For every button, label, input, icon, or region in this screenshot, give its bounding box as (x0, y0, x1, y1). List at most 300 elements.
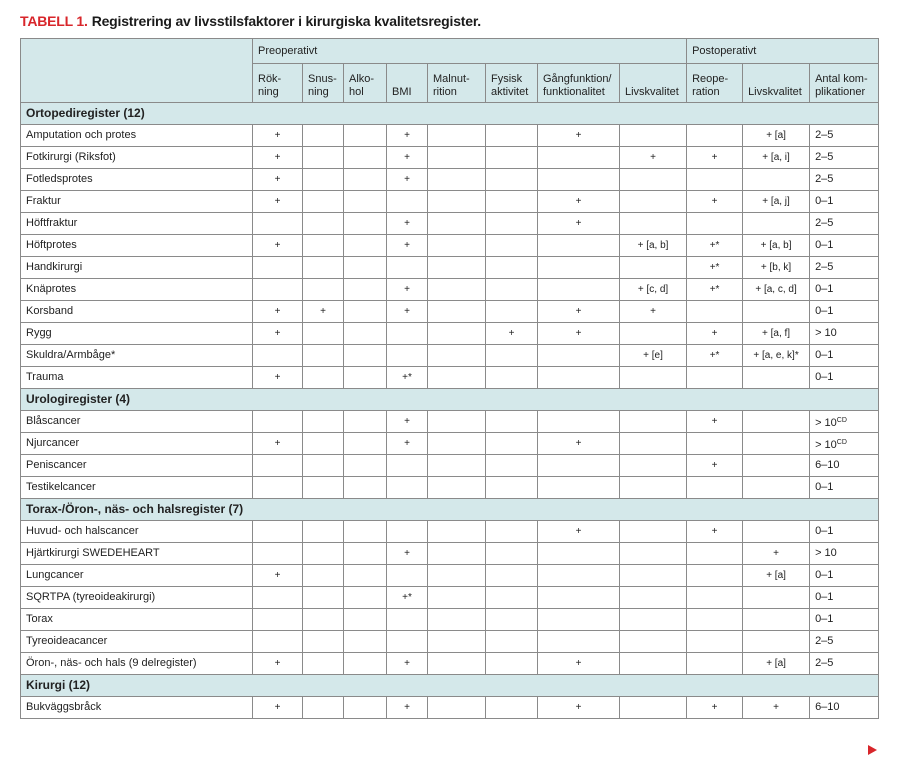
column-header (387, 64, 428, 103)
cell-value: + (274, 196, 281, 207)
factor-cell (344, 169, 387, 191)
factor-cell (303, 543, 344, 565)
factor-cell (620, 433, 687, 455)
table-row (21, 213, 879, 235)
cell-value: + (320, 306, 326, 317)
factor-cell (687, 125, 743, 147)
factor-cell (428, 169, 486, 191)
column-header-line2: Livskvalitet (625, 86, 679, 98)
cell-value: + (508, 328, 515, 339)
column-header (743, 64, 810, 103)
factor-cell (428, 653, 486, 675)
cell-value: +* (402, 592, 412, 603)
factor-cell (387, 587, 428, 609)
complications-cell (810, 587, 879, 609)
column-header-line1: Rök- (258, 73, 282, 85)
factor-cell (620, 235, 687, 257)
complications-cell (810, 191, 879, 213)
column-header-line1: Malnut- (433, 73, 470, 85)
cell-value: + [a] (766, 658, 786, 669)
cell-value: 0–1 (815, 613, 834, 625)
factor-cell (486, 323, 538, 345)
factor-cell (387, 125, 428, 147)
factor-cell (387, 301, 428, 323)
factor-cell (538, 147, 620, 169)
cell-value: + (404, 702, 410, 713)
factor-cell (687, 653, 743, 675)
factor-cell (620, 191, 687, 213)
factor-cell (428, 191, 486, 213)
table-row (21, 169, 879, 191)
factor-cell (253, 147, 303, 169)
cell-value: 2–5 (815, 151, 834, 163)
cell-value: 6–10 (815, 459, 840, 471)
factor-cell (538, 477, 620, 499)
cell-superscript: CD (836, 438, 847, 446)
table-row (21, 279, 879, 301)
complications-cell (810, 367, 879, 389)
factor-cell (486, 125, 538, 147)
cell-value: + (711, 152, 718, 163)
factor-cell (428, 433, 486, 455)
column-header-line2: Livskvalitet (748, 86, 802, 98)
factor-cell (538, 455, 620, 477)
register-name: Handkirurgi (21, 257, 253, 279)
cell-value: + (274, 658, 281, 669)
column-header-line1 (625, 73, 681, 86)
register-name: Huvud- och halscancer (21, 521, 253, 543)
factor-cell (253, 169, 303, 191)
factor-cell (428, 565, 486, 587)
factor-cell (687, 257, 743, 279)
factor-cell (538, 235, 620, 257)
column-header-line1: Reope- (692, 73, 729, 85)
factor-cell (253, 301, 303, 323)
cell-value: + (274, 438, 281, 449)
factor-cell (687, 697, 743, 719)
cell-value: + (274, 174, 281, 185)
factor-cell (486, 235, 538, 257)
factor-cell (743, 697, 810, 719)
factor-cell (538, 213, 620, 235)
cell-value: + (274, 570, 281, 581)
factor-cell (486, 609, 538, 631)
column-header-line1: Fysisk (491, 73, 523, 85)
factor-cell (428, 213, 486, 235)
factor-cell (687, 521, 743, 543)
complications-cell (810, 653, 879, 675)
register-name: SQRTPA (tyreoideakirurgi) (21, 587, 253, 609)
factor-cell (428, 609, 486, 631)
factor-cell (743, 433, 810, 455)
factor-cell (428, 477, 486, 499)
factor-cell (303, 367, 344, 389)
group-title: Kirurgi (12) (21, 675, 879, 697)
factor-cell (428, 543, 486, 565)
factor-cell (303, 609, 344, 631)
factor-cell (538, 323, 620, 345)
register-name: Höftprotes (21, 235, 253, 257)
factor-cell (743, 323, 810, 345)
factor-cell (253, 521, 303, 543)
factor-cell (486, 257, 538, 279)
factor-cell (687, 345, 743, 367)
cell-value: + [a] (766, 130, 786, 141)
factor-cell (620, 565, 687, 587)
factor-cell (253, 543, 303, 565)
cell-value: + [a, b] (760, 240, 792, 251)
cell-value: + (575, 438, 582, 449)
table-row (21, 147, 879, 169)
factor-cell (387, 279, 428, 301)
cell-value: 0–1 (815, 283, 834, 295)
factor-cell (253, 565, 303, 587)
factor-cell (486, 565, 538, 587)
factor-cell (344, 455, 387, 477)
factor-cell (253, 323, 303, 345)
cell-value: + [b, k] (760, 262, 792, 273)
cell-value: 0–1 (815, 569, 834, 581)
factor-cell (303, 521, 344, 543)
factor-cell (743, 609, 810, 631)
factor-cell (303, 565, 344, 587)
factor-cell (303, 653, 344, 675)
cell-value: + (711, 526, 718, 537)
register-name: Peniscancer (21, 455, 253, 477)
table-row (21, 411, 879, 433)
factor-cell (620, 301, 687, 323)
register-name: Hjärtkirurgi SWEDEHEART (21, 543, 253, 565)
column-header-line1 (748, 73, 804, 86)
cell-value: + (575, 526, 582, 537)
factor-cell (687, 169, 743, 191)
factor-cell (253, 411, 303, 433)
factor-cell (387, 697, 428, 719)
factor-cell (687, 587, 743, 609)
cell-value: + (404, 240, 410, 251)
column-header-line2: BMI (392, 86, 412, 98)
cell-value: + (274, 328, 281, 339)
factor-cell (387, 543, 428, 565)
factor-cell (687, 323, 743, 345)
factor-cell (486, 169, 538, 191)
cell-value: + (274, 372, 281, 383)
factor-cell (253, 477, 303, 499)
factor-cell (344, 235, 387, 257)
factor-cell (620, 697, 687, 719)
cell-value: + (575, 306, 582, 317)
factor-cell (387, 455, 428, 477)
cell-value: +* (402, 372, 412, 383)
cell-value: + [c, d] (637, 284, 669, 295)
register-name: Fotledsprotes (21, 169, 253, 191)
column-header-line2: hol (349, 86, 364, 98)
factor-cell (303, 301, 344, 323)
column-header-line2: funktionalitet (543, 86, 605, 98)
column-header (538, 64, 620, 103)
factor-cell (344, 433, 387, 455)
factor-cell (387, 653, 428, 675)
factor-cell (538, 411, 620, 433)
factor-cell (253, 653, 303, 675)
factor-cell (538, 191, 620, 213)
factor-cell (687, 631, 743, 653)
factor-cell (344, 279, 387, 301)
table-row (21, 653, 879, 675)
factor-cell (486, 345, 538, 367)
factor-cell (486, 411, 538, 433)
factor-cell (486, 477, 538, 499)
register-name: Amputation och protes (21, 125, 253, 147)
register-name: Fraktur (21, 191, 253, 213)
factor-cell (538, 433, 620, 455)
factor-cell (743, 367, 810, 389)
factor-cell (303, 147, 344, 169)
factor-cell (303, 323, 344, 345)
cell-value: 2–5 (815, 635, 834, 647)
column-header-line2: ning (258, 86, 279, 98)
factor-cell (538, 543, 620, 565)
register-name: Tyreoideacancer (21, 631, 253, 653)
factor-cell (428, 697, 486, 719)
factor-cell (387, 345, 428, 367)
factor-cell (344, 477, 387, 499)
factor-cell (538, 587, 620, 609)
factor-cell (253, 587, 303, 609)
register-name: Lungcancer (21, 565, 253, 587)
register-name: Blåscancer (21, 411, 253, 433)
cell-value: + (773, 702, 779, 713)
column-header-line1: Antal kom- (815, 73, 868, 85)
register-name: Skuldra/Armbåge* (21, 345, 253, 367)
factor-cell (344, 587, 387, 609)
factor-cell (253, 279, 303, 301)
factor-cell (344, 125, 387, 147)
complications-cell (810, 169, 879, 191)
cell-value: 0–1 (815, 349, 834, 361)
factor-cell (428, 323, 486, 345)
cell-value: +* (709, 262, 720, 273)
column-header-line2: rition (433, 86, 457, 98)
factor-cell (344, 345, 387, 367)
factor-cell (428, 455, 486, 477)
factor-cell (687, 433, 743, 455)
factor-cell (486, 653, 538, 675)
cell-value: + (575, 196, 582, 207)
factor-cell (687, 279, 743, 301)
factor-cell (303, 345, 344, 367)
factor-cell (344, 323, 387, 345)
cell-value: + [a] (766, 570, 786, 581)
header-postoperative: Postoperativt (687, 39, 879, 64)
complications-cell (810, 279, 879, 301)
factor-cell (344, 653, 387, 675)
table-row (21, 367, 879, 389)
factor-cell (387, 257, 428, 279)
factor-cell (303, 477, 344, 499)
cell-value: + (404, 306, 410, 317)
group-title: Torax-/Öron-, näs- och halsregister (7) (21, 499, 879, 521)
complications-cell (810, 345, 879, 367)
table-row (21, 125, 879, 147)
cell-value: + (575, 702, 582, 713)
column-header-line1: Gångfunktion/ (543, 73, 612, 85)
factor-cell (344, 609, 387, 631)
factor-cell (428, 301, 486, 323)
factor-cell (253, 433, 303, 455)
factor-cell (743, 411, 810, 433)
play-arrow-icon[interactable] (868, 745, 877, 755)
factor-cell (303, 191, 344, 213)
cell-value: + (575, 328, 582, 339)
cell-value: + (274, 240, 281, 251)
factor-cell (344, 367, 387, 389)
table-row (21, 543, 879, 565)
factor-cell (303, 411, 344, 433)
factor-cell (387, 191, 428, 213)
factor-cell (743, 169, 810, 191)
cell-value: + (711, 702, 718, 713)
factor-cell (486, 455, 538, 477)
cell-value: + (711, 196, 718, 207)
cell-value: > 10 (815, 327, 837, 339)
factor-cell (486, 631, 538, 653)
factor-cell (486, 587, 538, 609)
factor-cell (687, 477, 743, 499)
cell-value: 6–10 (815, 701, 840, 713)
table-row (21, 235, 879, 257)
register-name: Korsband (21, 301, 253, 323)
factor-cell (387, 565, 428, 587)
factor-cell (428, 235, 486, 257)
cell-value: + [a, f] (762, 328, 791, 339)
factor-cell (620, 213, 687, 235)
register-name: Trauma (21, 367, 253, 389)
table-row (21, 345, 879, 367)
factor-cell (344, 521, 387, 543)
factor-cell (687, 367, 743, 389)
factor-cell (620, 521, 687, 543)
complications-cell (810, 147, 879, 169)
factor-cell (743, 653, 810, 675)
cell-value: + (575, 130, 582, 141)
factor-cell (387, 609, 428, 631)
table-row (21, 565, 879, 587)
table-row (21, 323, 879, 345)
factor-cell (387, 169, 428, 191)
factor-cell (620, 257, 687, 279)
complications-cell (810, 565, 879, 587)
factor-cell (303, 455, 344, 477)
cell-value: > 10 (815, 438, 837, 451)
group-row (21, 389, 879, 411)
factor-cell (344, 257, 387, 279)
column-header-line1: Snus- (308, 73, 337, 85)
register-name: Öron-, näs- och hals (9 delregister) (21, 653, 253, 675)
factor-cell (253, 631, 303, 653)
header-register (21, 39, 253, 103)
factor-cell (620, 147, 687, 169)
factor-cell (743, 587, 810, 609)
complications-cell (810, 125, 879, 147)
factor-cell (303, 587, 344, 609)
cell-value: + (711, 416, 718, 427)
factor-cell (253, 125, 303, 147)
factor-cell (620, 455, 687, 477)
factor-cell (538, 367, 620, 389)
factor-cell (687, 147, 743, 169)
complications-cell (810, 235, 879, 257)
factor-cell (620, 125, 687, 147)
register-name: Njurcancer (21, 433, 253, 455)
factor-cell (486, 521, 538, 543)
cell-value: 2–5 (815, 261, 834, 273)
column-header (687, 64, 743, 103)
register-name: Torax (21, 609, 253, 631)
factor-cell (687, 565, 743, 587)
cell-value: 0–1 (815, 305, 834, 317)
factor-cell (743, 477, 810, 499)
factor-cell (344, 697, 387, 719)
factor-cell (428, 521, 486, 543)
cell-value: + [a, b] (637, 240, 669, 251)
header-preoperative: Preoperativt (253, 39, 687, 64)
table-row (21, 191, 879, 213)
factor-cell (743, 301, 810, 323)
column-header-line2: plikationer (815, 86, 866, 98)
complications-cell (810, 543, 879, 565)
factor-cell (387, 477, 428, 499)
register-name: Bukväggsbråck (21, 697, 253, 719)
factor-cell (486, 279, 538, 301)
factor-cell (344, 631, 387, 653)
factor-cell (303, 235, 344, 257)
factor-cell (387, 235, 428, 257)
cell-value: + (575, 658, 582, 669)
factor-cell (253, 191, 303, 213)
complications-cell (810, 257, 879, 279)
factor-cell (743, 235, 810, 257)
factor-cell (428, 587, 486, 609)
column-header (620, 64, 687, 103)
factor-cell (428, 147, 486, 169)
group-row (21, 499, 879, 521)
factor-cell (538, 609, 620, 631)
column-header (428, 64, 486, 103)
column-header-line1: Alko- (349, 73, 375, 85)
group-row (21, 675, 879, 697)
factor-cell (253, 697, 303, 719)
factor-cell (538, 125, 620, 147)
factor-cell (387, 367, 428, 389)
cell-value: + (773, 548, 779, 559)
factor-cell (538, 301, 620, 323)
factor-cell (687, 191, 743, 213)
factor-cell (620, 345, 687, 367)
factor-cell (344, 147, 387, 169)
factor-cell (428, 279, 486, 301)
column-header (303, 64, 344, 103)
factor-cell (428, 411, 486, 433)
cell-value: + (404, 284, 410, 295)
factor-cell (743, 213, 810, 235)
factor-cell (253, 609, 303, 631)
factor-cell (253, 213, 303, 235)
cell-value: 2–5 (815, 129, 834, 141)
factor-cell (387, 147, 428, 169)
factor-cell (253, 455, 303, 477)
factor-cell (303, 433, 344, 455)
